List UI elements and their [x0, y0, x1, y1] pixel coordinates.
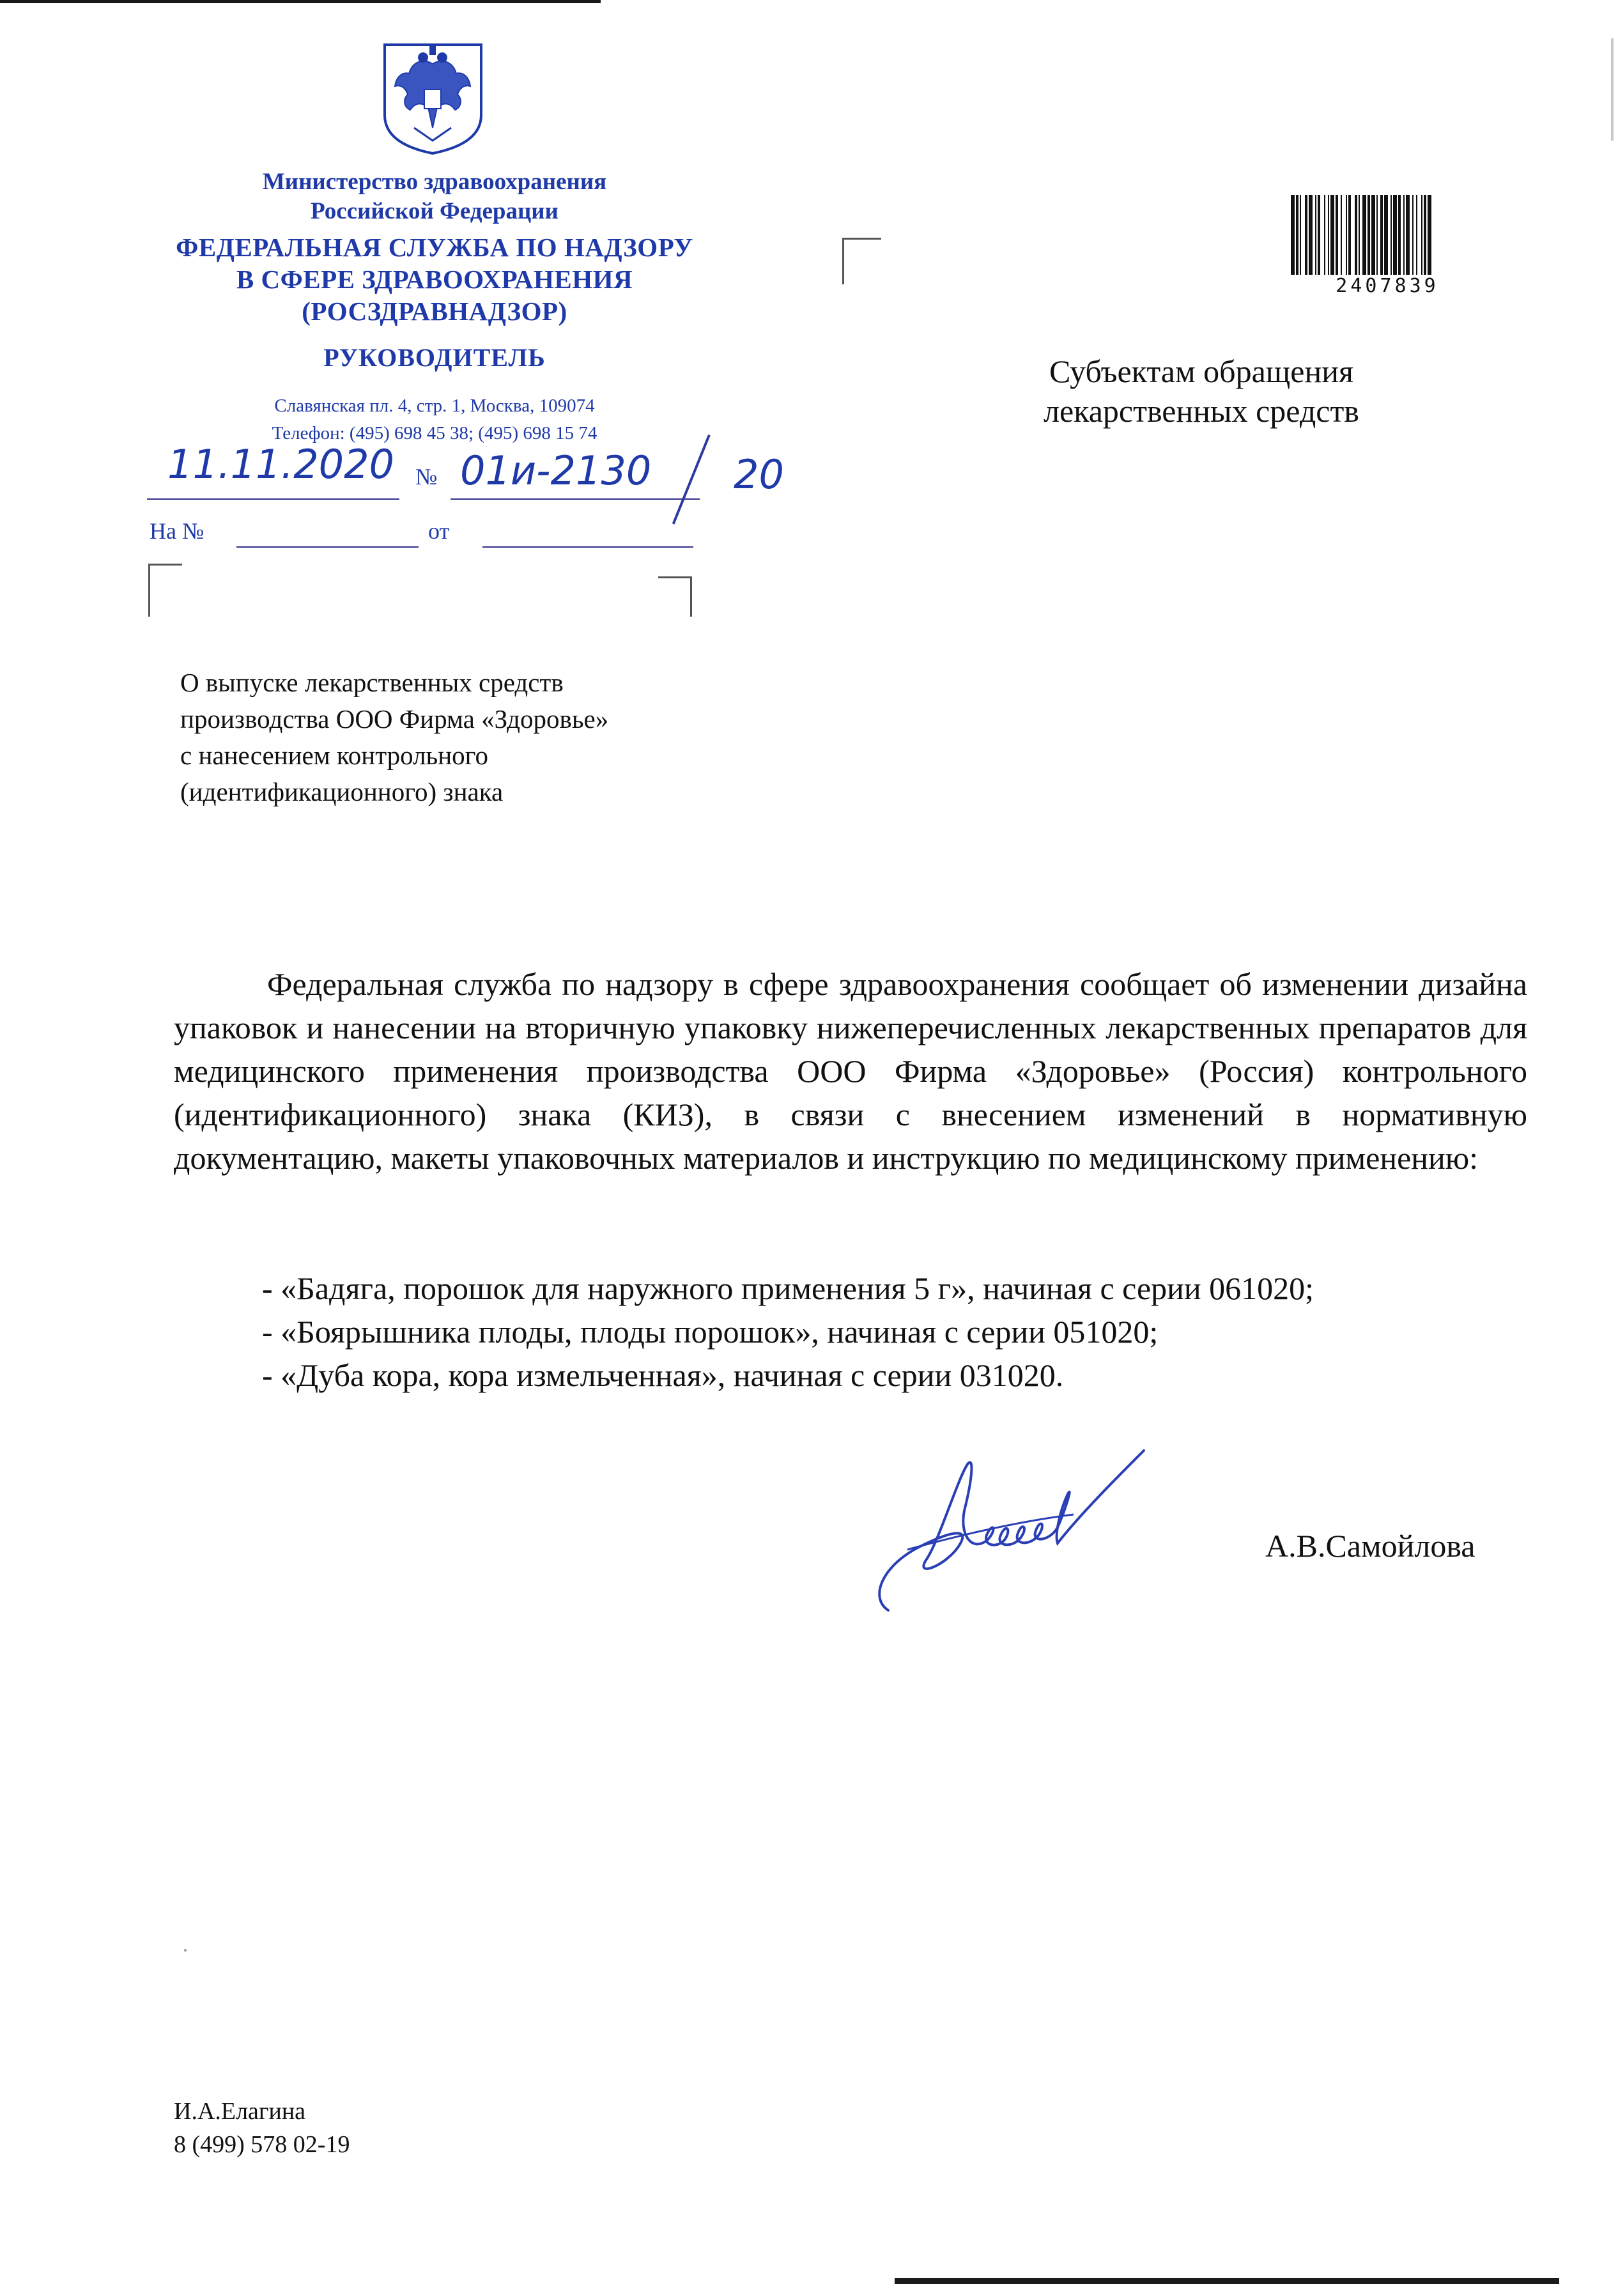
- barcode-bar: [1318, 195, 1320, 275]
- letter-body: [174, 962, 1527, 1180]
- barcode-bar: [1428, 195, 1431, 275]
- head-title: РУКОВОДИТЕЛЬ: [323, 343, 546, 372]
- phone: Телефон: (495) 698 45 38; (495) 698 15 74: [272, 423, 597, 443]
- barcode-bar: [1346, 195, 1347, 275]
- barcode-bar: [1368, 195, 1370, 275]
- barcode-bar: [1296, 195, 1298, 275]
- barcode-bar: [1380, 195, 1383, 275]
- barcode-bar: [1391, 195, 1392, 275]
- executor-phone: 8 (499) 578 02-19: [174, 2131, 350, 2158]
- barcode-bar: [1336, 195, 1338, 275]
- barcode-bar: [1416, 195, 1417, 275]
- barcode-bar: [1315, 195, 1316, 275]
- barcode-bar: [1403, 195, 1405, 275]
- product-list: [262, 1267, 1314, 1397]
- coat-of-arms-icon: [377, 38, 489, 157]
- letter-subject: О выпуске лекарственных средств производства ООО Фирма «Здоровье» с нанесением контрольного (идентификационного) знака: [180, 668, 609, 806]
- body-paragraph: Федеральная служба по надзору в сфере здравоохранения сообщает об изменении дизайна упаковок и нанесении на вторичную упаковку нижеперечисленных лекарственных препаратов для медицинского применения производства ООО Фирма «Здоровье» (Россия) контрольного (идентификационного) знака (КИЗ), в связи с внесением изменений в нормативную документацию, макеты упаковочных материалов и инструкцию по медицинскому применению:: [174, 966, 1527, 1176]
- barcode-bar: [1305, 195, 1307, 275]
- corner-bracket-right: [658, 576, 692, 617]
- contact-block: [115, 392, 754, 447]
- addressee: Субъектам обращения лекарственных средств: [1044, 353, 1359, 429]
- reference-number-label: На №: [150, 518, 204, 544]
- barcode-bar: [1376, 195, 1378, 275]
- barcode-bar: [1362, 195, 1366, 275]
- barcode-bar: [1406, 195, 1410, 275]
- barcode-bar: [1424, 195, 1426, 275]
- barcode-bar: [1300, 195, 1301, 275]
- barcode-icon: [1288, 195, 1486, 278]
- scan-edge-top: [0, 0, 601, 3]
- ref-date-line: [482, 546, 693, 548]
- barcode-bar: [1328, 195, 1329, 275]
- corner-bracket-left: [148, 564, 182, 617]
- barcode-bar: [1398, 195, 1401, 275]
- executor-name: И.А.Елагина: [174, 2098, 306, 2125]
- list-item: - «Бадяга, порошок для наружного применения 5 г», начиная с серии 061020;: [262, 1270, 1314, 1306]
- scan-dot: [184, 1949, 187, 1952]
- address: Славянская пл. 4, стр. 1, Москва, 109074: [274, 396, 595, 416]
- barcode-bar: [1309, 195, 1313, 275]
- barcode-bar: [1341, 195, 1342, 275]
- barcode-bar: [1384, 195, 1388, 275]
- ministry-name: Министерство здравоохранения Российской Федерации: [262, 169, 607, 224]
- barcode-bar: [1330, 195, 1334, 275]
- barcode-number: 2407839: [1336, 275, 1439, 297]
- executor-block: [174, 2095, 350, 2161]
- service-name: ФЕДЕРАЛЬНАЯ СЛУЖБА ПО НАДЗОРУ В СФЕРЕ ЗДРАВООХРАНЕНИЯ (РОСЗДРАВНАДЗОР): [176, 233, 693, 326]
- list-item: - «Боярышника плоды, плоды порошок», начиная с серии 051020;: [262, 1314, 1159, 1350]
- registration-number: 01и-2130: [460, 447, 652, 494]
- number-sign: №: [415, 464, 438, 489]
- corner-bracket-addressee: [842, 238, 881, 284]
- reference-date-label: от: [428, 518, 450, 544]
- date-underline: [147, 498, 399, 500]
- registration-number-suffix: 20: [734, 451, 784, 498]
- barcode-bar: [1348, 195, 1351, 275]
- barcode-bar: [1324, 195, 1325, 275]
- number-underline: [451, 498, 700, 500]
- barcode-bar: [1412, 195, 1414, 275]
- barcode-bar: [1355, 195, 1357, 275]
- ref-number-line: [236, 546, 419, 548]
- list-item: - «Дуба кора, кора измельченная», начиная с серии 031020.: [262, 1357, 1064, 1393]
- registration-date: 11.11.2020: [167, 441, 394, 488]
- scan-edge-bottom: [895, 2278, 1559, 2284]
- number-slash: [672, 435, 711, 525]
- barcode-bar: [1393, 195, 1397, 275]
- signer-name: А.В.Самойлова: [1265, 1528, 1475, 1564]
- barcode-bar: [1359, 195, 1360, 275]
- barcode-bar: [1291, 195, 1295, 275]
- signature: [863, 1438, 1195, 1636]
- barcode-bar: [1421, 195, 1422, 275]
- scan-edge-right: [1611, 38, 1614, 141]
- barcode-bar: [1371, 195, 1375, 275]
